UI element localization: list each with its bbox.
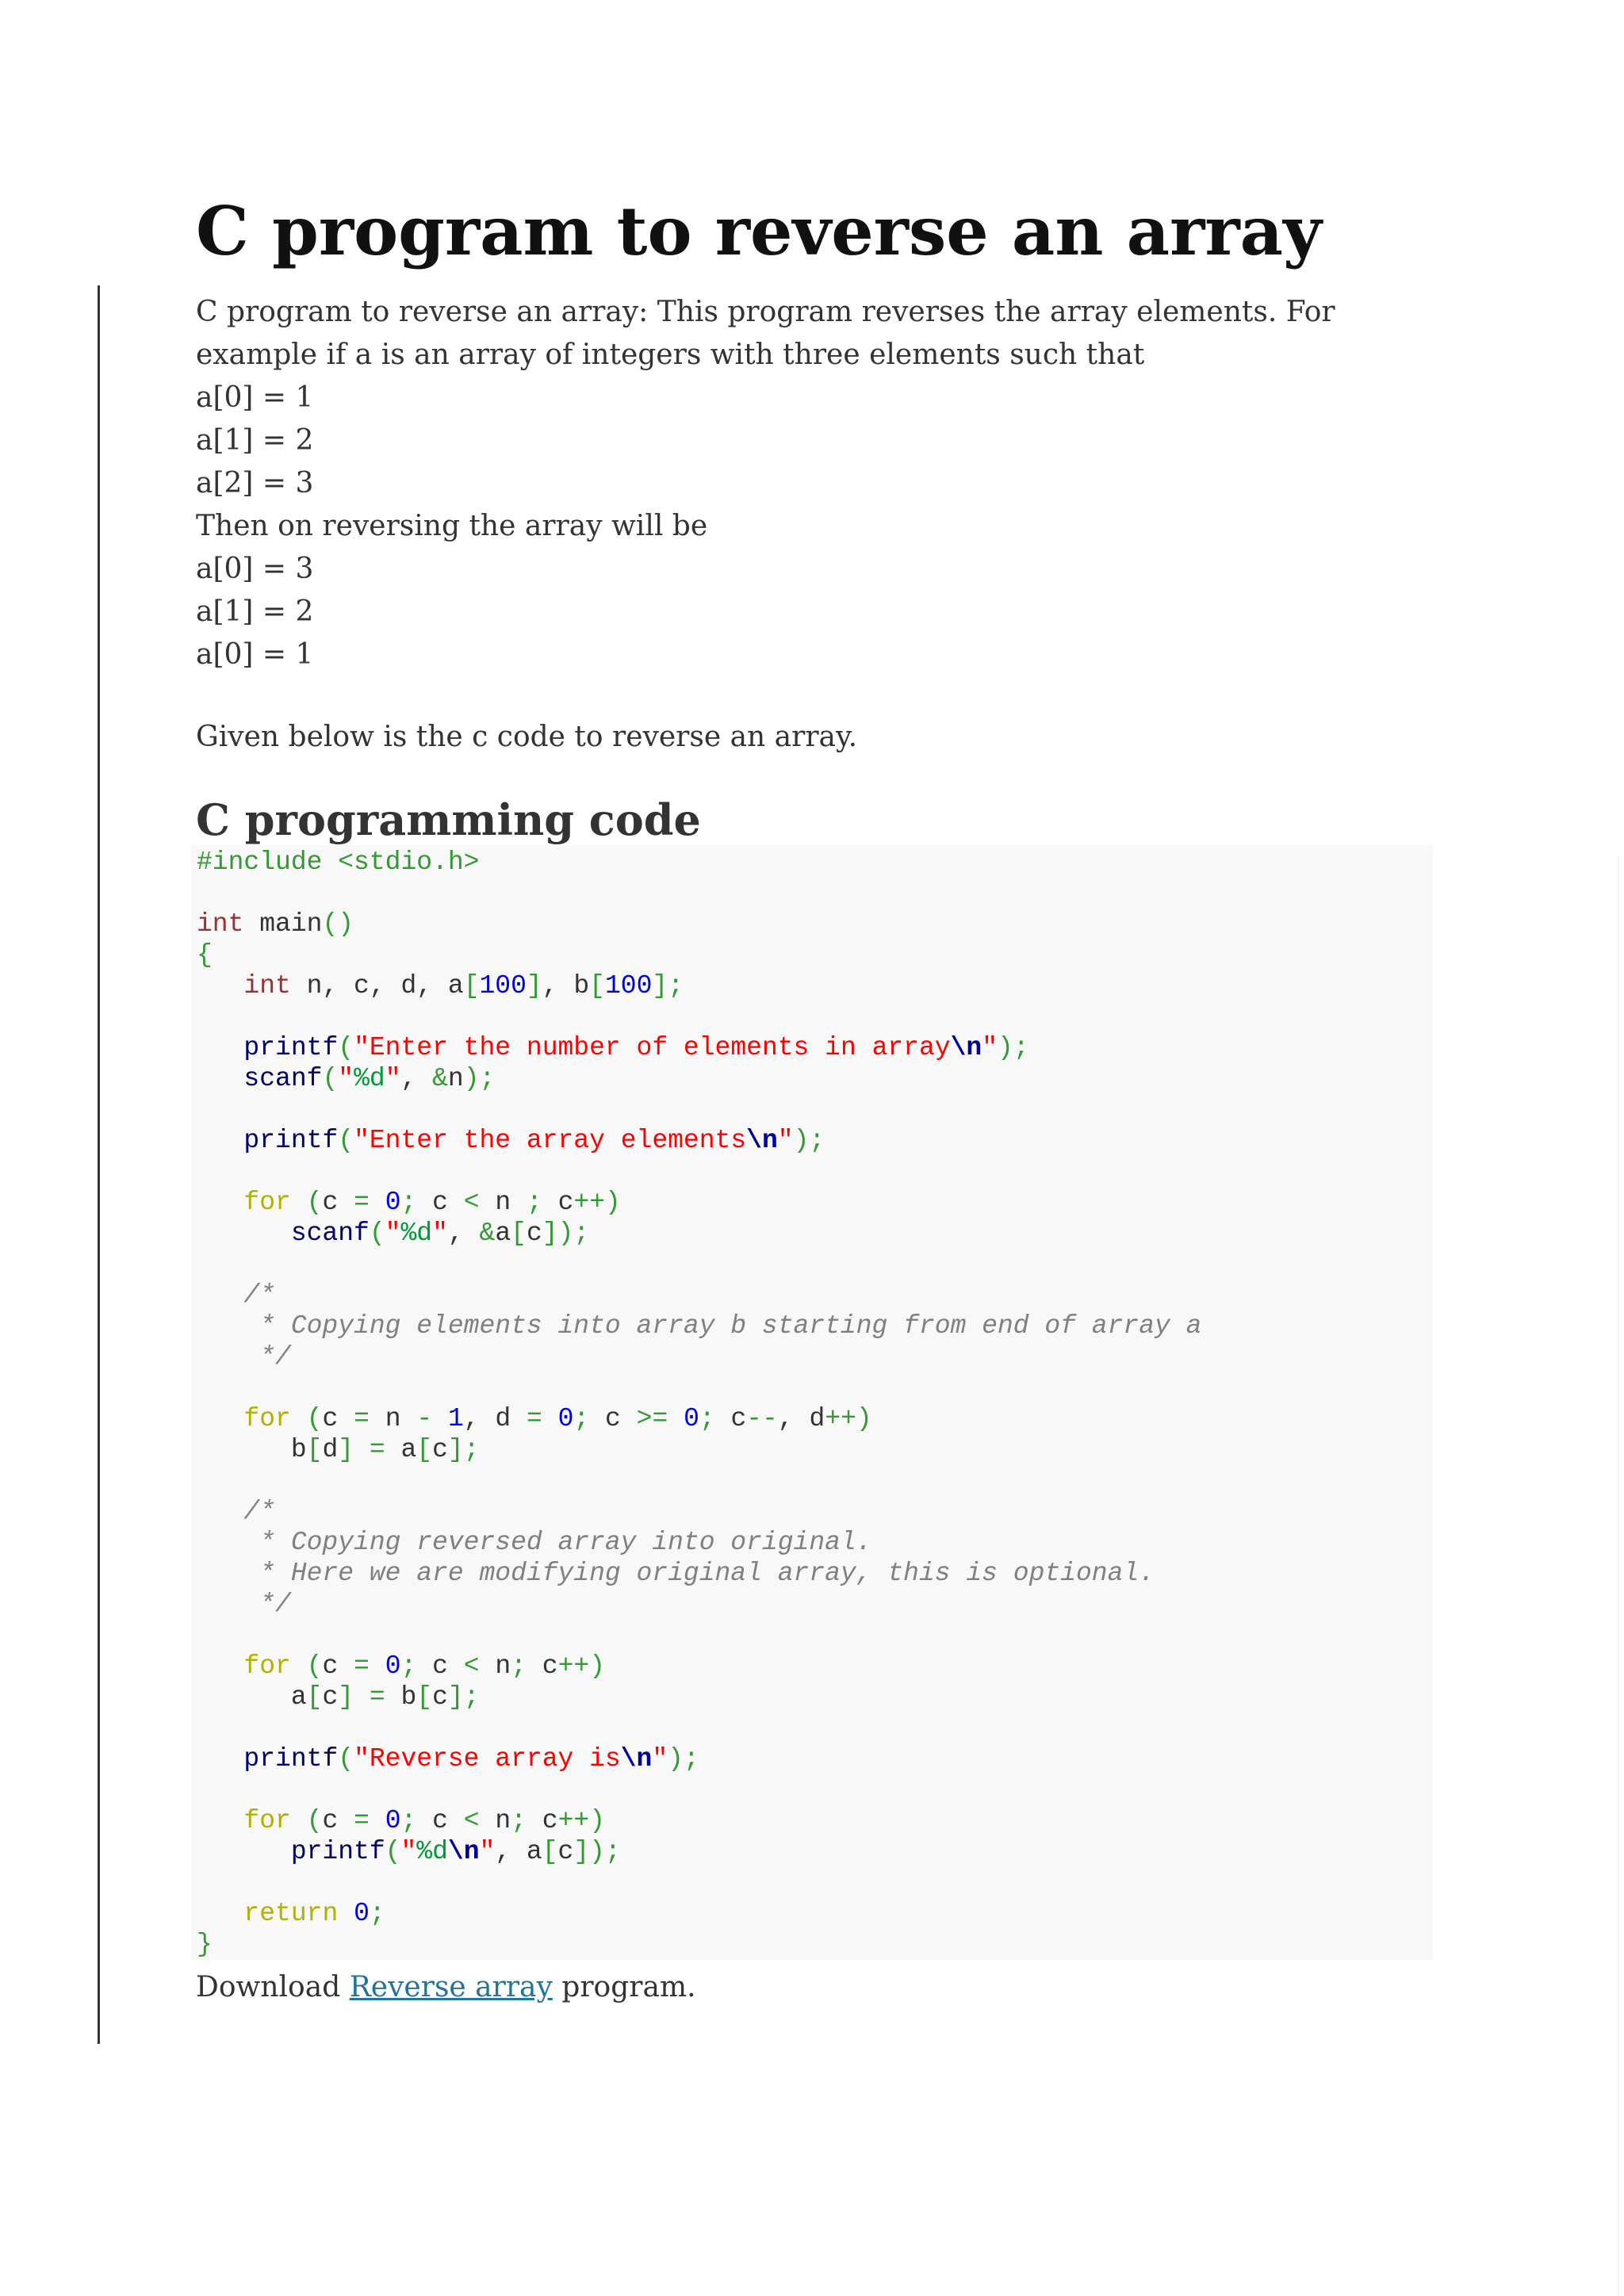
code-token: c <box>416 1188 464 1217</box>
code-line <box>197 1249 1201 1280</box>
code-token: ( <box>385 1837 401 1866</box>
code-token: /* <box>197 1497 276 1526</box>
code-line <box>197 1712 1201 1743</box>
code-line <box>197 878 1201 909</box>
code-token: [ <box>416 1435 433 1464</box>
code-token: [ <box>306 1682 323 1712</box>
code-token: a <box>495 1219 511 1248</box>
code-line <box>197 1465 1201 1496</box>
code-token: /* <box>197 1280 276 1310</box>
code-token: " <box>777 1126 794 1155</box>
download-line <box>196 1966 696 2009</box>
code-token: ; <box>400 1806 417 1835</box>
code-token: [ <box>416 1682 433 1712</box>
code-token: = <box>354 1651 370 1681</box>
code-line <box>197 1218 1201 1249</box>
code-token: */ <box>197 1590 291 1619</box>
code-token: ; <box>573 1404 590 1433</box>
code-token: ]; <box>652 971 684 1001</box>
code-token: " <box>385 1064 401 1093</box>
code-token: ] <box>526 971 542 1001</box>
code-token: ; <box>400 1651 417 1681</box>
code-token: ]; <box>447 1682 480 1712</box>
code-token: ]); <box>573 1837 621 1866</box>
code-token <box>291 1651 307 1681</box>
code-token: ); <box>998 1033 1029 1062</box>
code-line <box>197 1496 1201 1527</box>
code-token: c <box>416 1651 464 1681</box>
code-token: & <box>432 1064 448 1093</box>
code-token: \n <box>447 1837 480 1866</box>
code-token: } <box>197 1930 213 1959</box>
code-token: int <box>243 971 291 1001</box>
code-line <box>197 1156 1201 1187</box>
code-token: -- <box>746 1404 778 1433</box>
code-token: ( <box>306 1651 323 1681</box>
code-token: 0 <box>385 1651 401 1681</box>
code-line <box>197 1341 1201 1372</box>
code-token: \n <box>746 1126 778 1155</box>
code-token: b <box>385 1682 417 1712</box>
code-token <box>197 1651 243 1681</box>
code-token <box>197 1899 243 1928</box>
code-token: int <box>197 909 244 939</box>
code-token: , d <box>777 1404 825 1433</box>
intro-outro: Given below is the c code to reverse an array. <box>196 721 858 753</box>
code-line <box>197 939 1201 970</box>
code-line <box>197 909 1201 939</box>
code-token <box>542 1404 558 1433</box>
code-token: printf <box>243 1033 339 1062</box>
code-token: ; <box>400 1188 417 1217</box>
code-token: "Enter the array elements <box>354 1126 747 1155</box>
code-token: = <box>354 1188 370 1217</box>
code-token: for <box>243 1806 291 1835</box>
code-token: , a <box>495 1837 542 1866</box>
left-border-rule <box>98 285 100 2044</box>
code-token: "Enter the number of elements in array <box>354 1033 951 1062</box>
code-line <box>197 1094 1201 1125</box>
code-token <box>354 1435 370 1464</box>
code-token: = <box>354 1404 370 1433</box>
code-token: { <box>197 940 213 970</box>
intro-line: a[1] = 2 <box>196 595 314 628</box>
code-token: , d <box>463 1404 527 1433</box>
download-prefix: Download <box>196 1971 350 2003</box>
code-token: () <box>322 909 354 939</box>
code-token: = <box>369 1682 385 1712</box>
code-line <box>197 1558 1201 1589</box>
code-line <box>197 1187 1201 1218</box>
code-token: n <box>369 1404 417 1433</box>
code-token: c <box>322 1188 354 1217</box>
code-token: c <box>542 1188 574 1217</box>
code-token <box>197 1219 291 1248</box>
code-token: ); <box>668 1744 699 1774</box>
code-token: c <box>432 1435 448 1464</box>
code-token <box>197 1744 243 1774</box>
code-token <box>197 1064 243 1093</box>
code-line <box>197 1280 1201 1311</box>
code-token: #include <stdio.h> <box>197 848 480 877</box>
code-line <box>197 1929 1201 1960</box>
code-token: c <box>526 1806 558 1835</box>
code-token: c <box>526 1651 558 1681</box>
code-token: c <box>322 1682 339 1712</box>
code-token <box>197 1188 243 1217</box>
code-token: & <box>479 1219 496 1248</box>
code-token: = <box>354 1806 370 1835</box>
download-suffix: program. <box>552 1971 696 2003</box>
intro-line: a[0] = 3 <box>196 553 314 585</box>
code-token: ; <box>526 1188 542 1217</box>
code-token: ++) <box>825 1404 872 1433</box>
code-token: main <box>243 909 323 939</box>
code-token <box>197 1404 243 1433</box>
code-token: d <box>322 1435 339 1464</box>
code-token: %d <box>416 1837 448 1866</box>
code-token <box>197 1033 243 1062</box>
code-token: < <box>463 1806 480 1835</box>
intro-section <box>196 291 1433 759</box>
code-token: for <box>243 1188 291 1217</box>
code-token: = <box>526 1404 542 1433</box>
code-token: ; <box>369 1899 385 1928</box>
intro-paragraph: C program to reverse an array: This program reverses the array elements. For example if a is an array of integers with three elements such that <box>196 296 1335 371</box>
code-token: ( <box>338 1033 354 1062</box>
code-token: \n <box>620 1744 653 1774</box>
code-token: 100 <box>479 971 527 1001</box>
code-token: %d <box>400 1219 433 1248</box>
code-token: ; <box>699 1404 715 1433</box>
code-line <box>197 1620 1201 1651</box>
code-token: ; <box>511 1806 527 1835</box>
code-token: a <box>197 1682 307 1712</box>
code-token: ( <box>306 1806 323 1835</box>
code-token: ] <box>338 1435 354 1464</box>
code-token <box>197 1837 291 1866</box>
page-title: C program to reverse an array <box>196 192 1322 270</box>
code-token: [ <box>589 971 605 1001</box>
code-token: 100 <box>604 971 653 1001</box>
code-token: printf <box>290 1837 385 1866</box>
code-line <box>197 1774 1201 1805</box>
code-token: " <box>400 1837 417 1866</box>
code-token: */ <box>197 1342 291 1372</box>
code-token: c <box>557 1837 574 1866</box>
code-token: < <box>463 1651 480 1681</box>
intro-line: a[0] = 1 <box>196 638 314 671</box>
code-token <box>370 1188 385 1217</box>
code-token: for <box>243 1404 291 1433</box>
code-token: ); <box>463 1064 496 1093</box>
code-token: ( <box>338 1126 354 1155</box>
code-token: " <box>338 1064 354 1093</box>
code-token: " <box>652 1744 668 1774</box>
code-token: c <box>589 1404 637 1433</box>
code-token: 0 <box>684 1404 699 1433</box>
intro-line: a[2] = 3 <box>196 467 314 499</box>
code-line <box>197 1527 1201 1558</box>
code-line <box>197 847 1201 878</box>
code-token: 0 <box>385 1806 401 1835</box>
code-line <box>197 1434 1201 1465</box>
code-token: c <box>322 1404 354 1433</box>
code-line <box>197 1589 1201 1620</box>
code-line <box>197 1651 1201 1682</box>
code-line <box>197 1063 1201 1094</box>
code-line <box>197 1836 1201 1867</box>
code-line <box>197 1805 1201 1836</box>
code-token: for <box>243 1651 291 1681</box>
code-token: return <box>243 1899 339 1928</box>
code-line <box>197 1403 1201 1434</box>
code-token: c <box>322 1651 354 1681</box>
code-token: " <box>432 1219 448 1248</box>
intro-line: a[0] = 1 <box>196 381 314 414</box>
code-token <box>291 1188 307 1217</box>
code-token: " <box>982 1033 998 1062</box>
code-token: a <box>385 1435 417 1464</box>
code-line <box>197 1682 1201 1712</box>
code-block[interactable] <box>197 847 1201 1960</box>
code-token <box>291 1404 307 1433</box>
code-token: ( <box>369 1219 385 1248</box>
code-token <box>338 1899 354 1928</box>
code-token: ( <box>338 1744 354 1774</box>
code-token: scanf <box>290 1219 370 1248</box>
code-token: ]; <box>447 1435 480 1464</box>
code-token: n <box>479 1188 527 1217</box>
code-token: * Here we are modifying original array, this is optional. <box>197 1559 1155 1588</box>
code-token: c <box>432 1682 448 1712</box>
code-token: %d <box>354 1064 385 1093</box>
code-token: n <box>447 1064 464 1093</box>
code-token: , <box>400 1064 433 1093</box>
code-token: ] <box>338 1682 354 1712</box>
code-token: ]); <box>542 1219 590 1248</box>
page-edge-shadow <box>1618 856 1619 2296</box>
code-token: n <box>479 1651 511 1681</box>
code-line <box>197 1867 1201 1898</box>
code-line <box>197 1898 1201 1929</box>
code-token: b <box>197 1435 307 1464</box>
code-token: - <box>416 1404 433 1433</box>
code-token <box>197 1806 243 1835</box>
code-token <box>370 1651 385 1681</box>
code-line <box>197 1743 1201 1774</box>
code-token: 0 <box>354 1899 370 1928</box>
code-token: ( <box>306 1188 323 1217</box>
code-token: c <box>416 1806 464 1835</box>
code-token: ( <box>306 1404 323 1433</box>
code-token <box>370 1806 385 1835</box>
code-token: " <box>385 1219 401 1248</box>
code-token <box>432 1404 448 1433</box>
code-token: \n <box>950 1033 982 1062</box>
code-token: , b <box>542 971 590 1001</box>
code-line <box>197 1001 1201 1032</box>
code-token: * Copying reversed array into original. <box>197 1528 872 1557</box>
code-token: printf <box>243 1744 339 1774</box>
reverse-array-link[interactable]: Reverse array <box>349 1971 553 2003</box>
code-token <box>354 1682 370 1712</box>
code-token: "Reverse array is <box>354 1744 621 1774</box>
code-token: ( <box>322 1064 339 1093</box>
code-token <box>291 1806 307 1835</box>
code-token: = <box>369 1435 385 1464</box>
code-token: n <box>479 1806 511 1835</box>
code-token: , <box>447 1219 480 1248</box>
code-token: ++) <box>573 1188 621 1217</box>
code-token: " <box>479 1837 496 1866</box>
code-token <box>197 971 243 1001</box>
code-token: [ <box>511 1219 527 1248</box>
code-token: * Copying elements into array b starting from end of array a <box>197 1311 1202 1341</box>
code-line <box>197 1372 1201 1403</box>
code-token: scanf <box>243 1064 323 1093</box>
code-token: [ <box>542 1837 558 1866</box>
code-line <box>197 1032 1201 1063</box>
code-token: printf <box>243 1126 339 1155</box>
code-token: ); <box>793 1126 825 1155</box>
code-token: [ <box>306 1435 323 1464</box>
section-title: C programming code <box>196 794 701 845</box>
code-token <box>197 1126 243 1155</box>
code-token: >= <box>636 1404 668 1433</box>
intro-line: a[1] = 2 <box>196 424 314 457</box>
code-token: 0 <box>557 1404 574 1433</box>
code-token: ; <box>511 1651 527 1681</box>
code-token: 1 <box>447 1404 464 1433</box>
code-token: 0 <box>385 1188 401 1217</box>
code-token: ++) <box>557 1651 606 1681</box>
intro-line: Then on reversing the array will be <box>196 510 708 542</box>
code-line <box>197 970 1201 1001</box>
code-token: < <box>463 1188 480 1217</box>
code-line <box>197 1125 1201 1156</box>
code-line <box>197 1311 1201 1341</box>
code-token <box>668 1404 684 1433</box>
code-token: c <box>526 1219 542 1248</box>
code-token: c <box>322 1806 354 1835</box>
code-token: n, c, d, a <box>290 971 464 1001</box>
code-token: ++) <box>557 1806 606 1835</box>
code-token: [ <box>463 971 480 1001</box>
code-token: c <box>714 1404 747 1433</box>
